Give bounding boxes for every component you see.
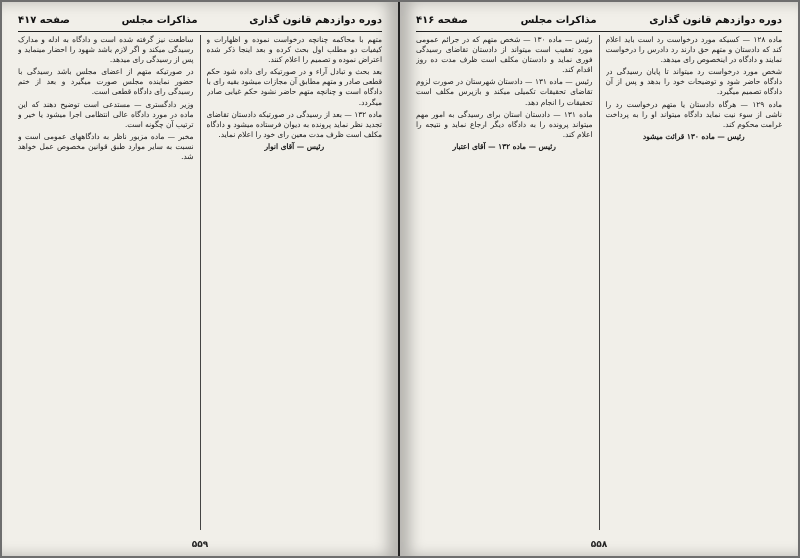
left-header-session: دوره دوازدهم قانون گذاری <box>249 14 382 26</box>
paragraph: ساطعت نیز گرفته شده است و دادگاه به ادله و مدارک رسیدگی میکند و اگر لازم باشد شهود را احضار مینماید و پس از رسیدگی رای میدهد. <box>18 35 194 65</box>
paragraph: ماده ۱۳۱ — دادستان استان برای رسیدگی به امور مهم میتواند پرونده را به دادگاه دیگر ارجاع نماید و نتیجه را اعلام کند. <box>416 109 593 139</box>
paragraph: ماده ۱۲۹ — هرگاه دادستان یا متهم درخواست رد را ناشی از سوء نیت نماید دادگاه میتواند او را به پرداخت غرامت محکوم کند. <box>605 99 782 129</box>
left-page-footer-number: ۵۵۹ <box>191 540 209 550</box>
left-page-column-left <box>18 35 194 530</box>
paragraph: رئیس — ماده ۱۳۰ — شخص متهم که در جرائم عمومی مورد تعقیب است میتواند از دادستان تقاضای رسیدگی فوری نماید و دادستان مکلف است ظرف مدت ده روز اقدام کند. <box>416 35 593 75</box>
right-page-footer-number: ۵۵۸ <box>590 540 608 550</box>
left-page <box>2 2 400 556</box>
right-header-session: دوره دوازدهم قانون گذاری <box>649 14 782 26</box>
right-page-column-left <box>416 35 593 530</box>
right-header-title: مذاکرات مجلس <box>520 14 597 26</box>
book-spread <box>2 2 798 556</box>
paragraph: رئیس — ماده ۱۳۱ — دادستان شهرستان در صورت لزوم تقاضای تحقیقات تکمیلی میکند و بازپرس مکلف است تحقیقات را انجام دهد. <box>416 77 593 107</box>
left-page-columns <box>18 35 382 530</box>
right-header-page-number: صفحه ۴۱۶ <box>416 14 468 26</box>
right-page-columns <box>416 35 782 530</box>
paragraph: متهم با محاکمه چنانچه درخواست نموده و اظهارات و کیفیات دو مطلب اول بحث کرده و بعد اینجا ذکر شده اعتراض نموده و تصمیم را اعلام کنند. <box>206 35 382 65</box>
paragraph: ماده ۱۲۸ — کسیکه مورد درخواست رد است باید اعلام کند که دادستان و متهم حق دارند رد دادرس را درخواست نمایند و دادگاه در اینخصوص رای میدهد. <box>605 35 782 65</box>
paragraph: وزیر دادگستری — مستدعی است توضیح دهند که این ماده در مورد دادگاه عالی انتظامی اجرا میشود یا خیر و ترتیب آن چگونه است. <box>18 99 194 129</box>
paragraph: مخبر — ماده مزبور ناظر به دادگاههای عمومی است و نسبت به سایر موارد طبق قوانین مخصوص عمل خواهد شد. <box>18 131 194 162</box>
left-header-page-number: صفحه ۴۱۷ <box>18 14 70 26</box>
right-page-column-right <box>606 35 783 530</box>
column-divider <box>200 35 201 530</box>
speaker-line: رئیس — آقای انوار <box>264 141 325 151</box>
right-page <box>400 2 798 556</box>
right-header-rule <box>416 31 782 32</box>
paragraph: ماده ۱۳۲ — بعد از رسیدگی در صورتیکه دادستان تقاضای تجدید نظر نماید پرونده به دیوان فرستاده میشود و دادگاه مکلف است ظرف مدت معین رای خود را اعلام نماید. <box>206 109 382 139</box>
speaker-line: رئیس — ماده ۱۳۰ قرائت میشود <box>642 131 745 141</box>
paragraph: در صورتیکه متهم از اعضای مجلس باشد رسیدگی با حضور نماینده مجلس صورت میگیرد و بعد از ختم رسیدگی رای دادگاه قطعی است. <box>18 67 194 97</box>
right-page-header <box>416 12 782 28</box>
paragraph: بعد بحث و تبادل آراء و در صورتیکه رای داده شود حکم قطعی صادر و متهم مطابق آن مجازات میشود بقیه رای با دادگاه است و چنانچه متهم حاضر نشود حکم غیابی صادر میگردد. <box>206 67 382 107</box>
left-header-title: مذاکرات مجلس <box>121 14 198 26</box>
speaker-line: رئیس — ماده ۱۳۲ — آقای اعتبار <box>452 141 556 151</box>
left-page-header <box>18 12 382 28</box>
column-divider <box>599 35 600 530</box>
left-page-column-right <box>207 35 383 530</box>
left-header-rule <box>18 31 382 32</box>
paragraph: شخص مورد درخواست رد میتواند تا پایان رسیدگی در دادگاه حاضر شود و توضیحات خود را بدهد و پس از آن دادگاه تصمیم میگیرد. <box>605 67 782 97</box>
